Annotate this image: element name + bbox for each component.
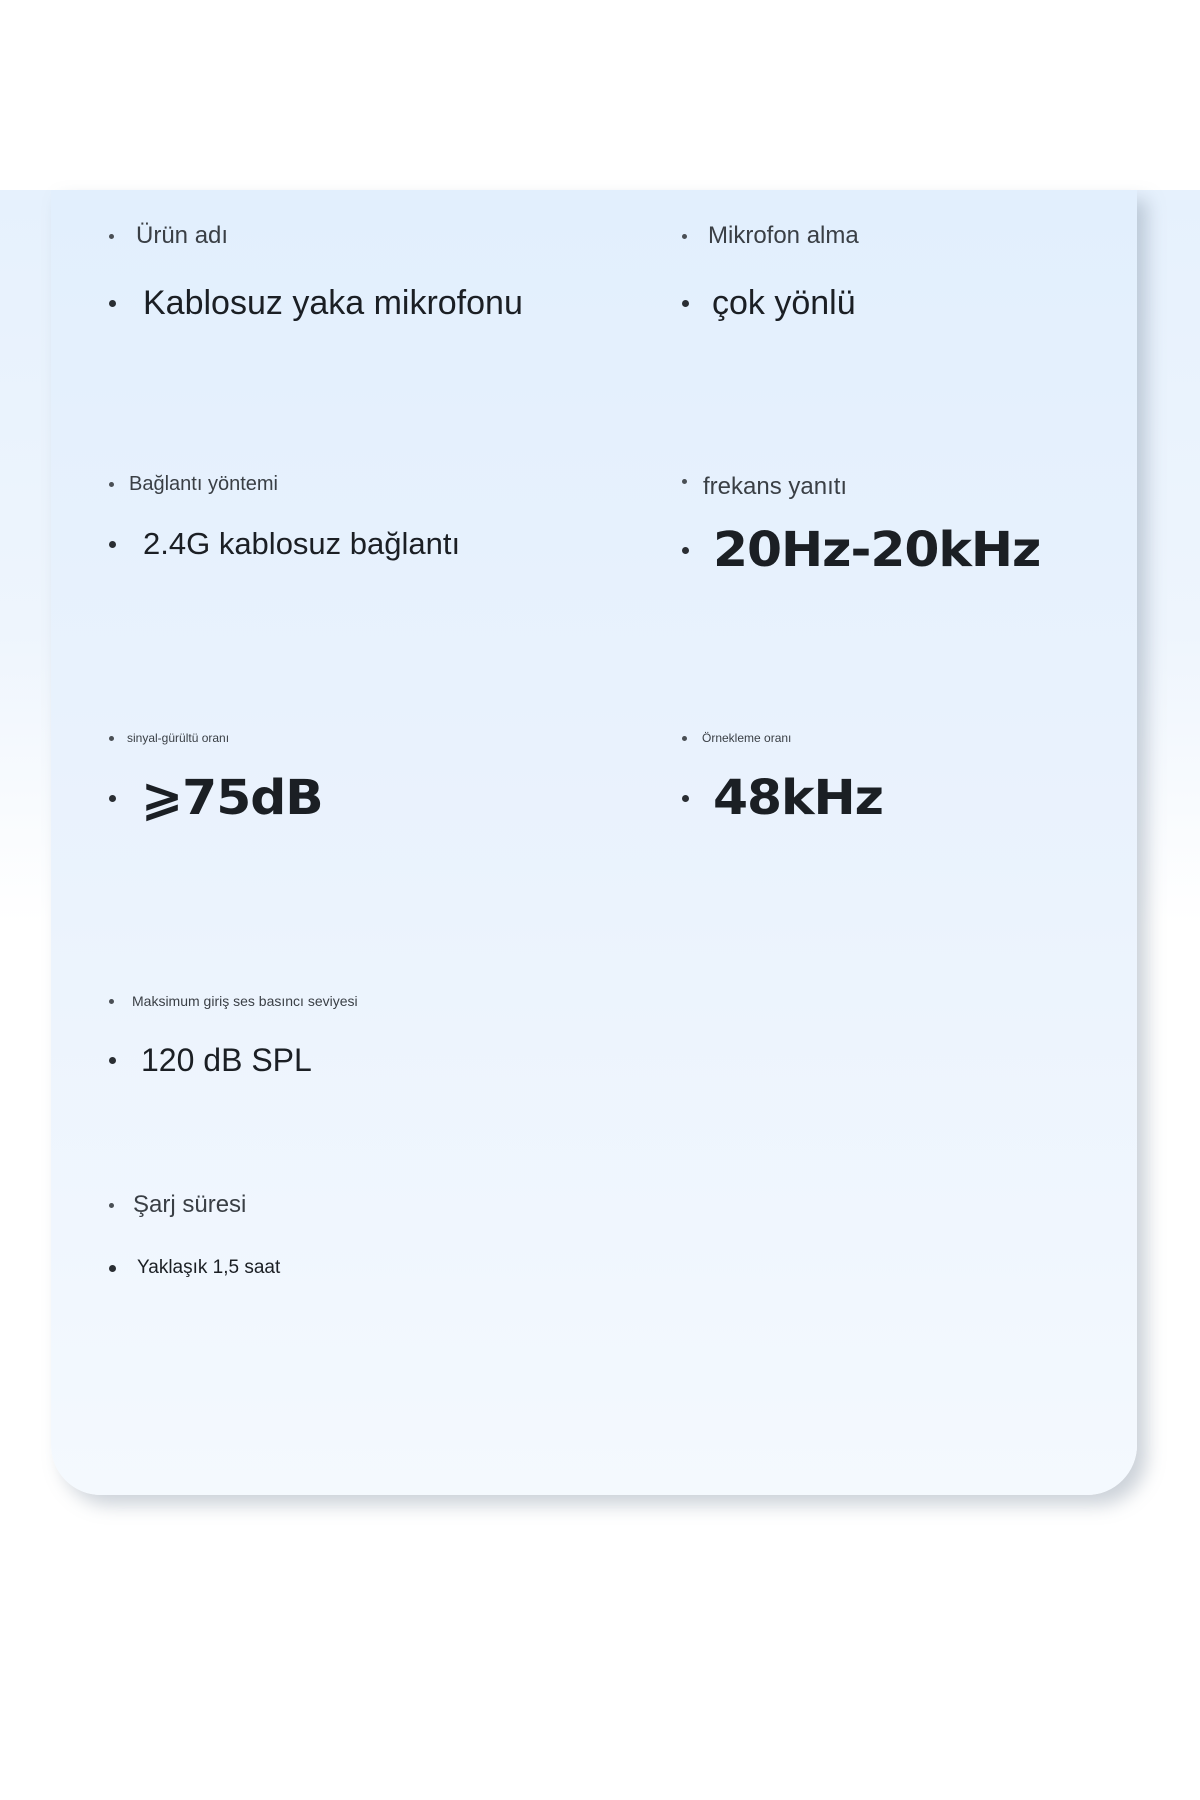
bullet-dot-icon (109, 300, 116, 307)
bullet-dot-icon (682, 736, 687, 741)
spec-value: çok yönlü (712, 284, 856, 322)
spec-label: Örnekleme oranı (702, 731, 792, 745)
spec-label: sinyal-gürültü oranı (127, 731, 230, 745)
bullet-dot-icon (109, 482, 114, 487)
spec-value: ⩾75dB (141, 770, 323, 826)
bullet-dot-icon (109, 795, 116, 802)
spec-label: Maksimum giriş ses basıncı seviyesi (132, 993, 358, 1009)
bullet-dot-icon (109, 1265, 116, 1272)
spec-label: Şarj süresi (133, 1191, 247, 1218)
bullet-dot-icon (109, 1057, 116, 1064)
spec-value: Yaklaşık 1,5 saat (137, 1257, 281, 1278)
spec-value: Kablosuz yaka mikrofonu (143, 284, 523, 322)
spec-label: Ürün adı (136, 222, 229, 249)
bullet-dot-icon (682, 479, 687, 484)
bullet-dot-icon (109, 1203, 114, 1208)
bullet-dot-icon (682, 234, 687, 239)
bullet-dot-icon (109, 234, 114, 239)
spec-value: 120 dB SPL (141, 1042, 312, 1078)
spec-card (51, 190, 1137, 1495)
bullet-dot-icon (109, 999, 114, 1004)
bullet-dot-icon (109, 541, 116, 548)
bullet-dot-icon (109, 736, 114, 741)
spec-label: Mikrofon alma (708, 222, 859, 249)
spec-label: Bağlantı yöntemi (129, 473, 278, 495)
spec-value: 48kHz (713, 770, 883, 826)
spec-value: 2.4G kablosuz bağlantı (143, 526, 461, 561)
bullet-dot-icon (682, 300, 689, 307)
spec-label: frekans yanıtı (703, 473, 848, 500)
bullet-dot-icon (682, 795, 689, 802)
spec-value: 20Hz-20kHz (713, 522, 1041, 578)
bullet-dot-icon (682, 547, 689, 554)
